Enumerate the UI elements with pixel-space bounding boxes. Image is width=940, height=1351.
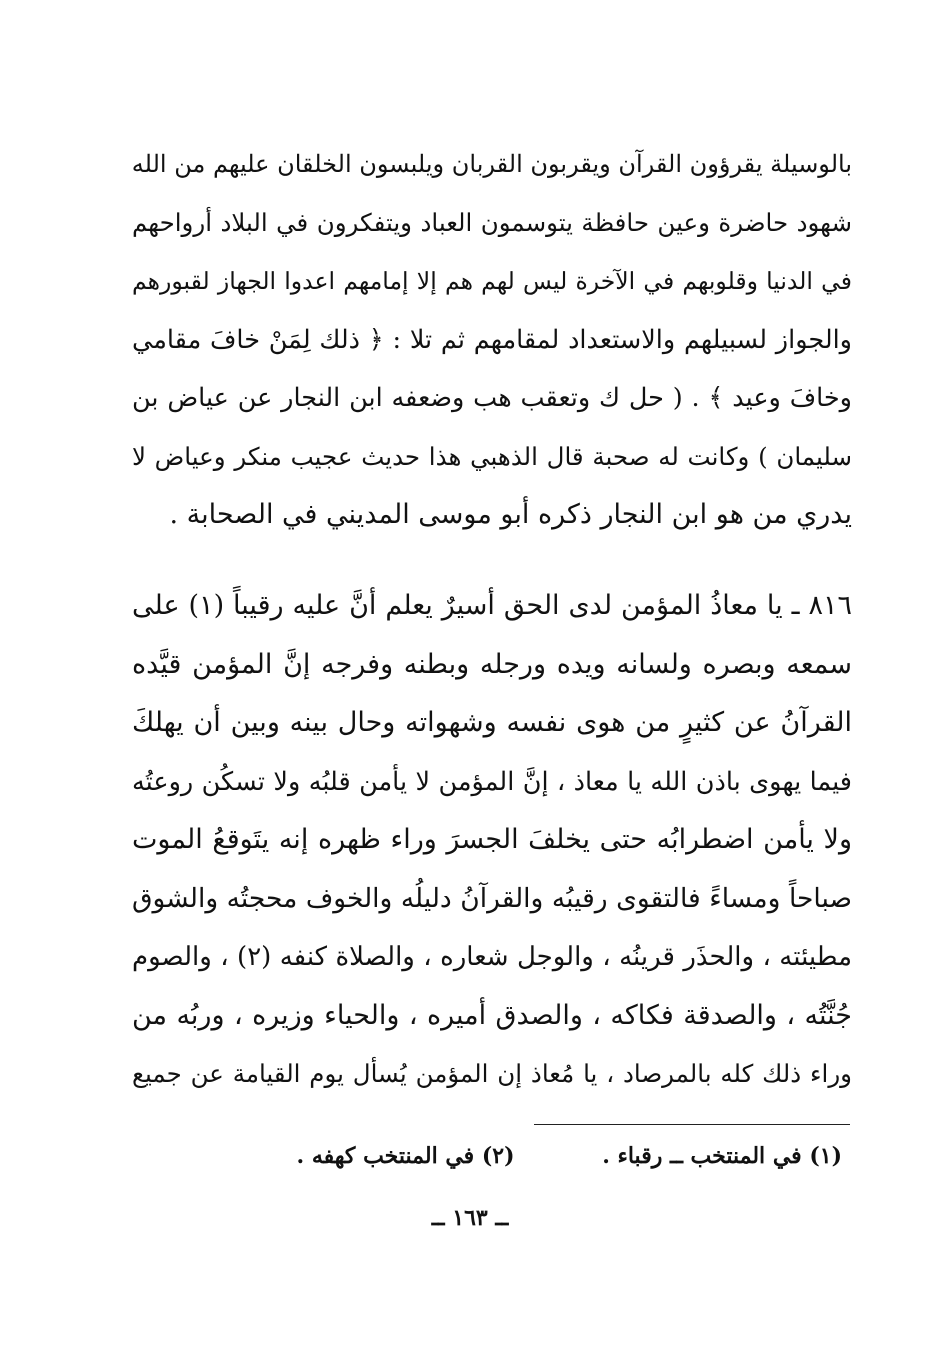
text-line: سليمان ) وكانت له صحبة قال الذهبي هذا حديث عجيب منكر وعياض لا: [132, 441, 852, 471]
footnotes: [297, 1136, 842, 1176]
text-line: القرآنُ عن كثيرٍ من هوى نفسه وشهواته وحال بينه وبين أن يهلكَ: [132, 707, 852, 738]
text-line: جُنَّتُه ، والصدقة فكاكه ، والصدق أميره ، والحياء وزيره ، وربُه من: [132, 999, 852, 1031]
text-line: صباحاً ومساءً فالتقوى رقيبُه والقرآنُ دليلُه والخوف محجتُه والشوق: [132, 882, 852, 914]
text-line: يدري من هو ابن النجار ذكره أبو موسى المديني في الصحابة .: [169, 499, 852, 530]
text-line: شهود حاضرة وعين حافظة يتوسمون العباد ويتفكرون في البلاد أرواحهم: [132, 207, 852, 237]
footnote-divider: [534, 1124, 850, 1125]
text-line: وخافَ وعيد ﴾ . ( حل ك وتعقب هب وضعفه ابن النجار عن عياض بن: [132, 383, 852, 413]
text-line: وراء ذلك كله بالمرصاد ، يا مُعاذ إن المؤمن يُسأل يوم القيامة عن جميع: [132, 1059, 852, 1088]
text-line: مطيئته ، والحذَر قرينُه ، والوجل شعاره ، والصلاة كنفه (٢) ، والصوم: [132, 942, 852, 972]
text-line: ولا يأمن اضطرابُه حتى يخلفَ الجسرَ وراء ظهره إنه يتَوقعُ الموت: [132, 824, 852, 855]
text-line: فيما يهوى باذن الله يا معاذ ، إنَّ المؤمن لا يأمن قلبُه ولا تسكُن روعتُه: [132, 766, 852, 797]
text-line: والجواز لسبيلهم والاستعداد لمقامهم ثم تلا : ﴿ ذلك لِمَنْ خافَ مقامي: [132, 324, 852, 355]
paragraph-1: [132, 135, 852, 545]
footnote-2: (٢) في المنتخب كهفه .: [296, 1143, 515, 1169]
text-line: بالوسيلة يقرؤون القرآن ويقربون القربان ويلبسون الخلقان عليهم من الله: [132, 150, 852, 178]
page-number: ــ ١٦٣ ــ: [431, 1205, 509, 1231]
text-line: في الدنيا وقلوبهم في الآخرة ليس لهم هم إلا إمامهم اعدوا الجهاز لقبورهم: [132, 267, 852, 295]
text-line: ٨١٦ ـ يا معاذُ المؤمن لدى الحق أسيرٌ يعلم أنَّ عليه رقيباً (١) على: [132, 590, 852, 621]
text-line: سمعه وبصره ولسانه ويده ورجله وبطنه وفرجه إنَّ المؤمن قيَّده: [132, 648, 852, 680]
footnote-1: (١) في المنتخب ــ رقباء .: [602, 1143, 842, 1169]
paragraph-2-hadith-816: [132, 577, 852, 1104]
